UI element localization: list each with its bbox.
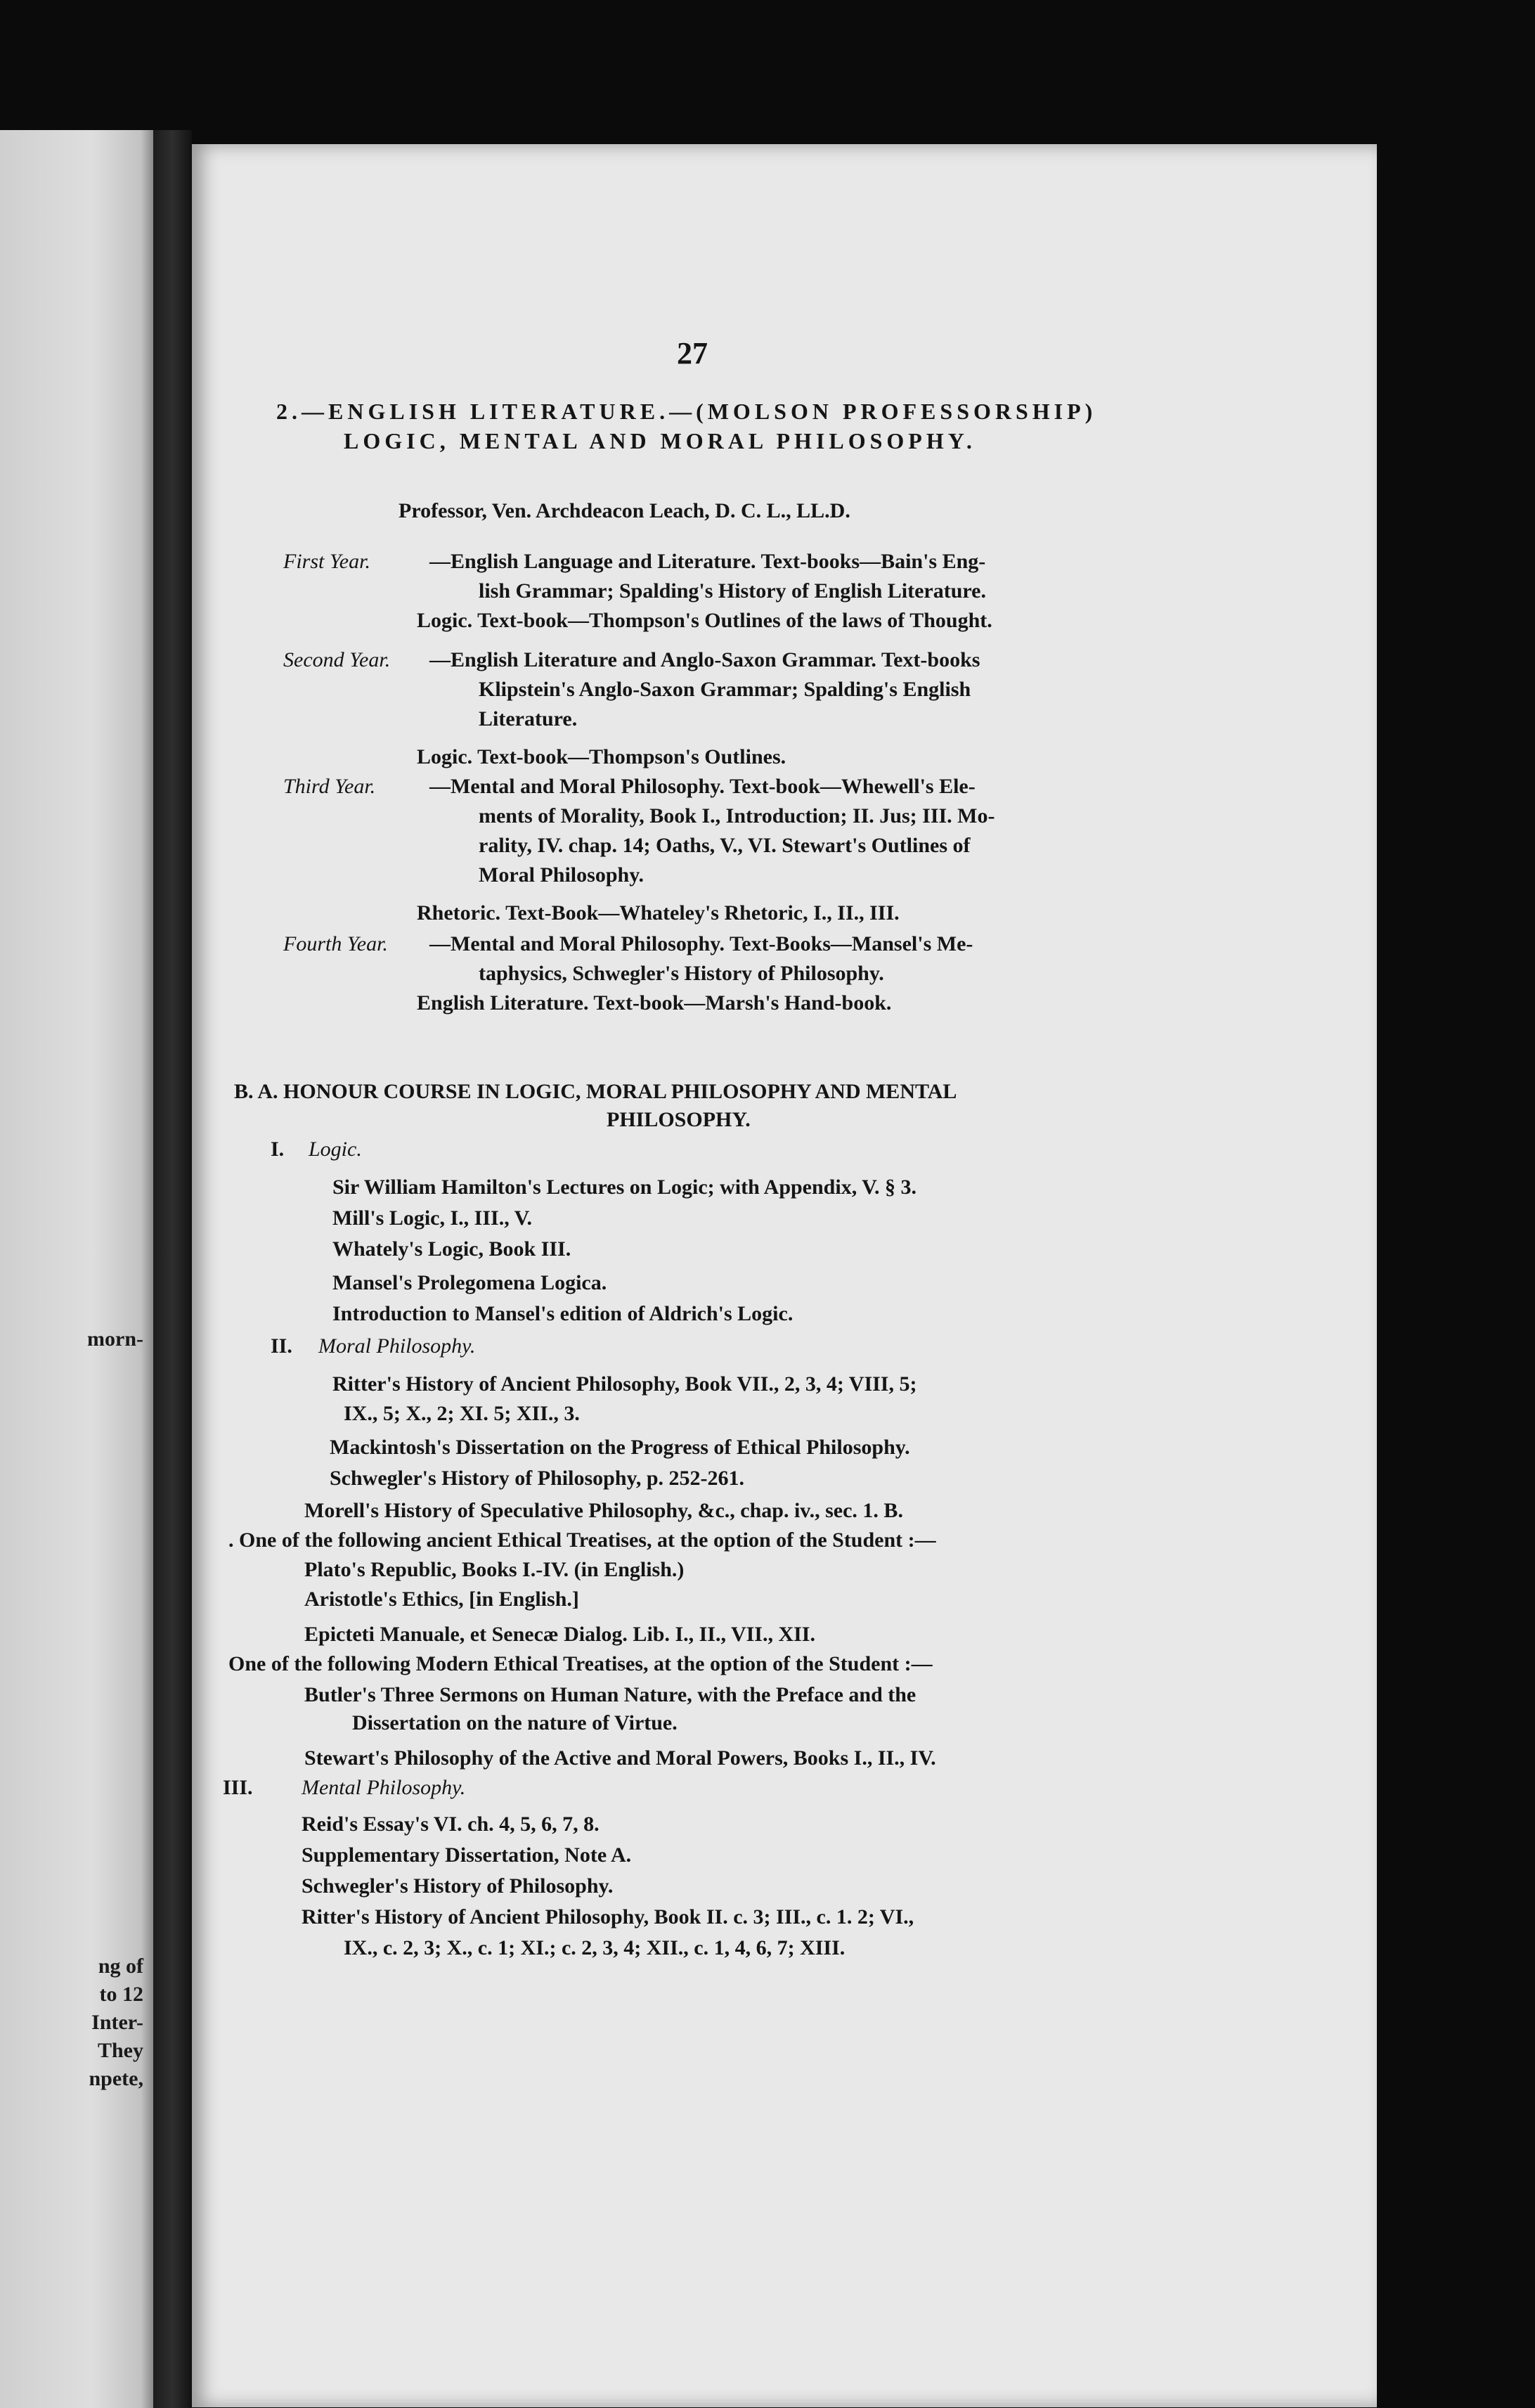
document-page: [192, 144, 1377, 2407]
fourth-year-line: English Literature. Text-book—Marsh's Hand-book.: [417, 991, 892, 1015]
third-year-line: ments of Morality, Book I., Introduction; II. Jus; III. Mo-: [479, 804, 995, 828]
ancient-treatise: Plato's Republic, Books I.-IV. (in English.): [304, 1558, 685, 1581]
section-title-moral: Moral Philosophy.: [318, 1334, 476, 1358]
section-number: I.: [271, 1138, 285, 1161]
second-year-line: Klipstein's Anglo-Saxon Grammar; Spalding's English: [479, 678, 971, 701]
year-label-second: Second Year.: [283, 648, 391, 671]
facing-page-fragment: They: [97, 2039, 143, 2062]
professor-line: Professor, Ven. Archdeacon Leach, D. C. L., LL.D.: [399, 499, 850, 522]
facing-page-fragment: ng of: [98, 1955, 143, 1978]
book-spine: [153, 130, 192, 2408]
moral-item: Morell's History of Speculative Philosophy, &c., chap. iv., sec. 1. B.: [304, 1499, 903, 1522]
moral-item: Mackintosh's Dissertation on the Progress of Ethical Philosophy.: [330, 1436, 910, 1459]
moral-item: Schwegler's History of Philosophy, p. 252-261.: [330, 1467, 745, 1490]
first-year-line: —English Language and Literature. Text-books—Bain's Eng-: [429, 550, 986, 573]
modern-treatises-intro: One of the following Modern Ethical Treatises, at the option of the Student :—: [228, 1652, 933, 1675]
mental-item: Ritter's History of Ancient Philosophy, Book II. c. 3; III., c. 1. 2; VI.,: [302, 1905, 914, 1929]
page-number: 27: [677, 336, 708, 371]
facing-page-edge: [0, 130, 153, 2408]
mental-item: Schwegler's History of Philosophy.: [302, 1874, 614, 1898]
page-text: [192, 144, 1377, 2407]
logic-item: Sir William Hamilton's Lectures on Logic; with Appendix, V. § 3.: [332, 1176, 917, 1199]
second-year-line: —English Literature and Anglo-Saxon Grammar. Text-books: [429, 648, 980, 671]
third-year-line: Rhetoric. Text-Book—Whateley's Rhetoric, I., II., III.: [417, 901, 900, 925]
section-title-mental: Mental Philosophy.: [302, 1776, 466, 1799]
logic-item: Mill's Logic, I., III., V.: [332, 1206, 532, 1230]
year-label-first: First Year.: [283, 550, 370, 573]
third-year-line: rality, IV. chap. 14; Oaths, V., VI. Stewart's Outlines of: [479, 834, 971, 857]
third-year-line: Moral Philosophy.: [479, 863, 645, 887]
third-year-line: —Mental and Moral Philosophy. Text-book—Whewell's Ele-: [429, 775, 976, 798]
mental-item: Reid's Essay's VI. ch. 4, 5, 6, 7, 8.: [302, 1813, 600, 1836]
second-year-line: Literature.: [479, 707, 578, 730]
section-number: III.: [223, 1776, 253, 1799]
fourth-year-line: taphysics, Schwegler's History of Philosophy.: [479, 962, 884, 985]
mental-item: IX., c. 2, 3; X., c. 1; XI.; c. 2, 3, 4; XII., c. 1, 4, 6, 7; XIII.: [344, 1936, 846, 1959]
year-label-third: Third Year.: [283, 775, 376, 798]
second-year-line: Logic. Text-book—Thompson's Outlines.: [417, 745, 786, 768]
moral-item: IX., 5; X., 2; XI. 5; XII., 3.: [344, 1402, 580, 1425]
ancient-treatise: Aristotle's Ethics, [in English.]: [304, 1588, 579, 1611]
section-title-logic: Logic.: [309, 1138, 362, 1161]
year-label-fourth: Fourth Year.: [283, 932, 388, 955]
moral-item: Stewart's Philosophy of the Active and Moral Powers, Books I., II., IV.: [304, 1746, 936, 1770]
facing-page-fragment: npete,: [89, 2067, 143, 2090]
logic-item: Whately's Logic, Book III.: [332, 1237, 571, 1261]
modern-treatise: Butler's Three Sermons on Human Nature, with the Preface and the: [304, 1683, 917, 1706]
modern-treatise: Dissertation on the nature of Virtue.: [352, 1711, 678, 1734]
logic-item: Mansel's Prolegomena Logica.: [332, 1271, 607, 1294]
moral-item: Ritter's History of Ancient Philosophy, Book VII., 2, 3, 4; VIII, 5;: [332, 1372, 917, 1396]
section-number: II.: [271, 1334, 292, 1358]
section-heading-1: 2.—ENGLISH LITERATURE.—(MOLSON PROFESSORSHIP): [276, 399, 1097, 424]
facing-page-fragment: to 12: [99, 1983, 143, 2006]
facing-page-fragment: Inter-: [91, 2011, 143, 2034]
ancient-treatise: Epicteti Manuale, et Senecæ Dialog. Lib. I., II., VII., XII.: [304, 1623, 815, 1646]
first-year-line: lish Grammar; Spalding's History of English Literature.: [479, 579, 986, 603]
fourth-year-line: —Mental and Moral Philosophy. Text-Books—Mansel's Me-: [429, 932, 973, 955]
first-year-line: Logic. Text-book—Thompson's Outlines of the laws of Thought.: [417, 609, 992, 632]
honour-course-title-cont: PHILOSOPHY.: [607, 1108, 751, 1131]
mental-item: Supplementary Dissertation, Note A.: [302, 1843, 632, 1867]
honour-course-title: B. A. HONOUR COURSE IN LOGIC, MORAL PHILOSOPHY AND MENTAL: [234, 1080, 957, 1103]
ancient-treatises-intro: . One of the following ancient Ethical Treatises, at the option of the Student :—: [228, 1528, 936, 1552]
section-heading-2: LOGIC, MENTAL AND MORAL PHILOSOPHY.: [344, 428, 976, 453]
logic-item: Introduction to Mansel's edition of Aldrich's Logic.: [332, 1302, 794, 1325]
facing-page-fragment: morn-: [87, 1327, 143, 1351]
